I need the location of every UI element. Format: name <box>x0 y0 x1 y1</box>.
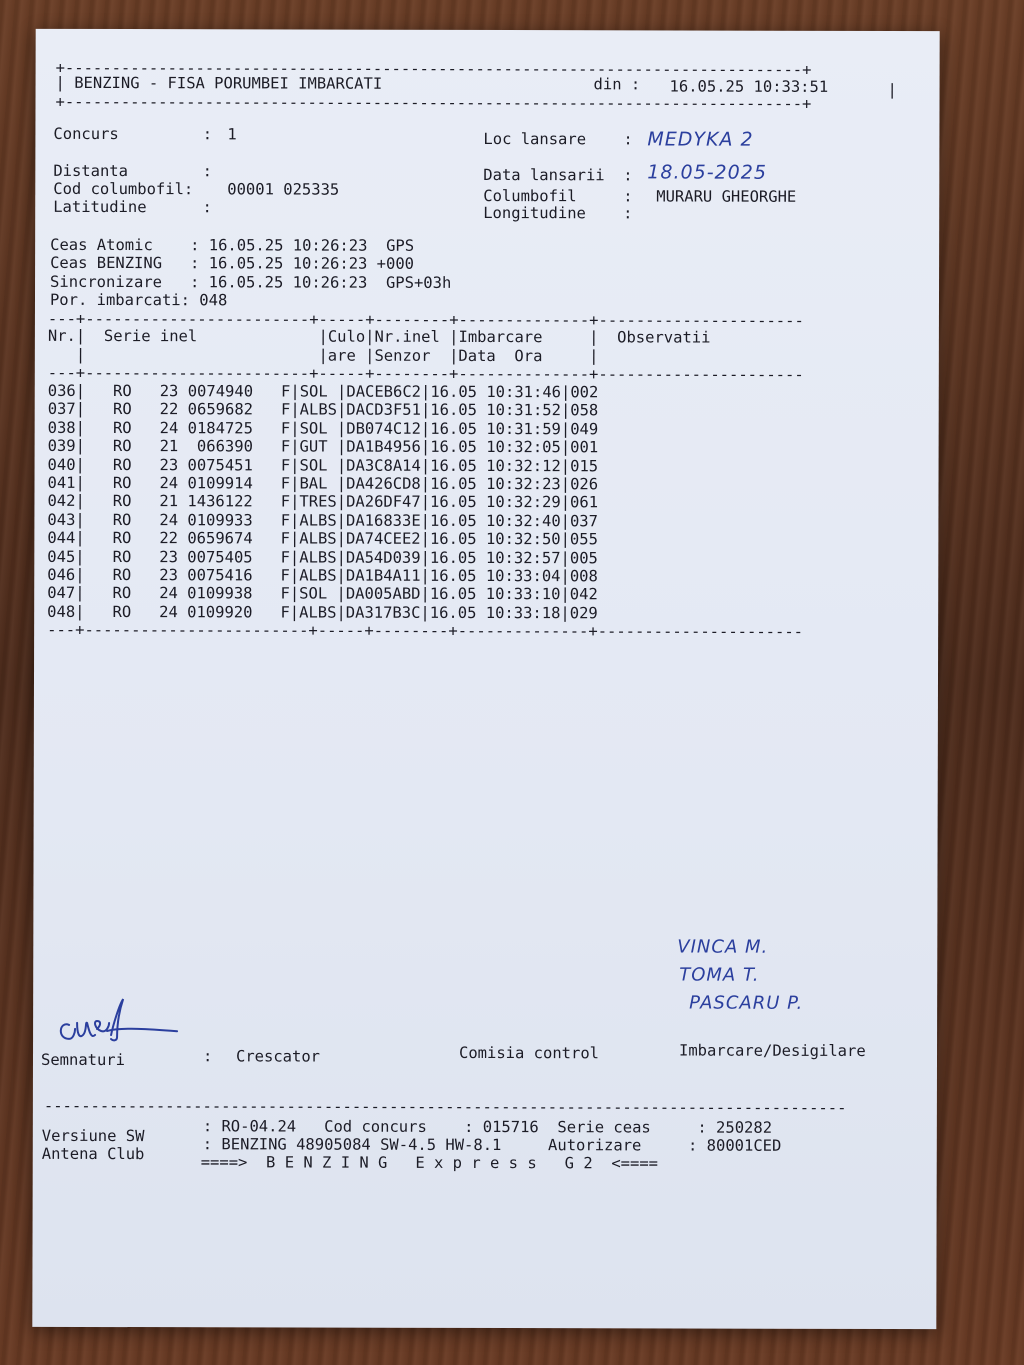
porumbei-imbarcati: Por. imbarcati: 048 <box>49 290 228 310</box>
table-row: 038| RO 24 0184725 F|SOL |DB074C12|16.05 10:31:59|049 <box>47 418 599 439</box>
handwritten-name-3: PASCARU P. <box>689 992 804 1014</box>
columbofil-label: Columbofil : <box>483 186 633 206</box>
latitudine-label: Latitudine : <box>53 197 212 217</box>
table-row: 043| RO 24 0109933 F|ALBS|DA16833E|16.05 10:32:40|037 <box>47 510 599 531</box>
table-row: 045| RO 23 0075405 F|ALBS|DA54D039|16.05 10:32:57|005 <box>47 547 598 567</box>
benzing-express-banner: ====> B E N Z I N G E x p r e s s G 2 <==== <box>200 1153 659 1173</box>
ceas-benzing: Ceas BENZING : 16.05.25 10:26:23 +000 <box>50 253 415 273</box>
table-separator-bottom: ---+------------------------+-----+--------+--------------+---------------------- <box>47 620 804 641</box>
crescator-label: Crescator <box>235 1047 321 1066</box>
table-row: 036| RO 23 0074940 F|SOL |DACEB6C2|16.05 10:31:46|002 <box>47 381 599 402</box>
versiune-sw-value: : RO-04.24 Cod concurs : 015716 Serie ceas : 250282 <box>202 1117 773 1137</box>
table-row: 042| RO 21 1436122 F|TRES|DA26DF47|16.05 10:32:29|061 <box>47 492 599 512</box>
table-row: 039| RO 21 066390 F|GUT |DA1B4956|16.05 10:32:05|001 <box>47 437 599 457</box>
loc-lansare-label: Loc lansare : <box>483 129 633 149</box>
sincronizare: Sincronizare : 16.05.25 10:26:23 GPS+03h <box>50 272 452 292</box>
ceas-atomic: Ceas Atomic : 16.05.25 10:26:23 GPS <box>50 235 415 255</box>
table-separator-top: ---+------------------------+-----+--------+--------------+---------------------- <box>47 309 804 330</box>
handwritten-name-1: VINCA M. <box>677 936 769 958</box>
header-pipe-end: | <box>887 81 897 100</box>
data-lansarii-handwritten: 18.05-2025 <box>647 161 767 184</box>
antena-club-value: : BENZING 48905084 SW-4.5 HW-8.1 Autorizare : 80001CED <box>202 1135 782 1155</box>
semnaturi-colon: : <box>202 1047 213 1066</box>
table-row: 041| RO 24 0109914 F|BAL |DA426CD8|16.05 10:32:23|026 <box>47 473 599 494</box>
header-border-bottom: +-------------------------------------------------------------------------------+ <box>55 92 812 113</box>
concurs-label: Concurs : <box>53 124 213 144</box>
columbofil-value: MURARU GHEORGHE <box>656 187 797 206</box>
handwritten-name-2: TOMA T. <box>679 964 760 986</box>
report-title: | BENZING - FISA PORUMBEI IMBARCATI <box>55 73 383 93</box>
printed-sheet <box>32 29 939 1329</box>
header-datetime: 16.05.25 10:33:51 <box>669 77 829 96</box>
cod-columbofil-value: 00001 025335 <box>227 180 340 199</box>
table-row: 037| RO 22 0659682 F|ALBS|DACD3F51|16.05 10:31:52|058 <box>47 400 599 420</box>
table-header-row-1: Nr.| Serie inel |Culo|Nr.inel |Imbarcare | Observatii <box>47 326 711 347</box>
table-row: 046| RO 23 0075416 F|ALBS|DA1B4A11|16.05 10:33:04|008 <box>47 565 598 586</box>
header-din-label: din : <box>593 75 641 94</box>
antena-club-label: Antena Club <box>41 1144 145 1164</box>
loc-lansare-handwritten: MEDYKA 2 <box>647 128 754 151</box>
imbarcare-desigilare-label: Imbarcare/Desigilare <box>679 1041 866 1060</box>
semnaturi-label: Semnaturi <box>40 1050 126 1070</box>
cod-columbofil-label: Cod columbofil: <box>53 179 194 199</box>
footer-separator: -------------------------------------------------------------------------------------- <box>43 1096 847 1117</box>
longitudine-label: Longitudine : <box>483 203 633 223</box>
data-lansarii-label: Data lansarii : <box>483 165 633 185</box>
comisia-control-label: Comisia control <box>458 1043 600 1063</box>
table-row: 047| RO 24 0109938 F|SOL |DA005ABD|16.05 10:33:10|042 <box>47 584 598 604</box>
table-row: 048| RO 24 0109920 F|ALBS|DA317B3C|16.05 10:33:18|029 <box>47 602 598 622</box>
distanta-label: Distanta : <box>53 161 212 181</box>
table-row: 040| RO 23 0075451 F|SOL |DA3C8A14|16.05 10:32:12|015 <box>47 455 599 475</box>
table-row: 044| RO 22 0659674 F|ALBS|DA74CEE2|16.05 10:32:50|055 <box>47 528 598 549</box>
crescator-signature <box>51 995 181 1055</box>
table-separator-mid: ---+------------------------+-----+--------+--------------+---------------------- <box>47 363 804 384</box>
versiune-sw-label: Versiune SW <box>41 1126 145 1146</box>
concurs-value: 1 <box>227 125 237 144</box>
header-border-top: +-------------------------------------------------------------------------------+ <box>55 58 812 79</box>
table-header-row-2: | |are |Senzor |Data Ora | <box>47 345 599 366</box>
pigeon-table-body <box>47 382 598 623</box>
